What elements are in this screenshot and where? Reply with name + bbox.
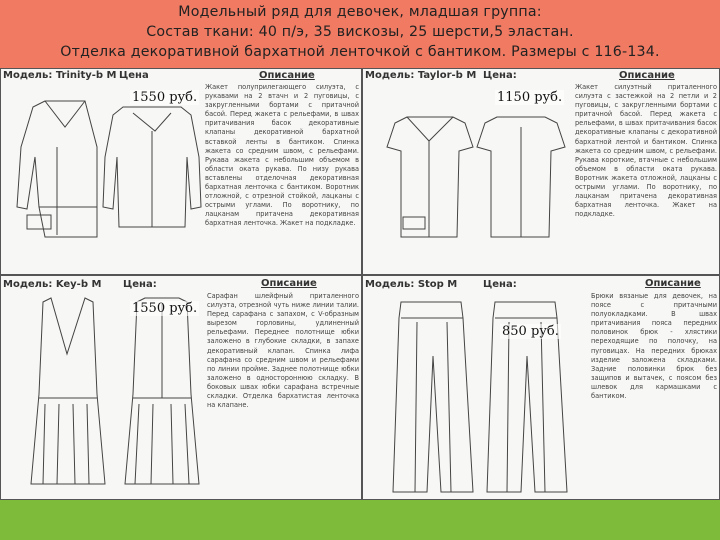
model-label: Модель: Trinity-b M bbox=[3, 70, 117, 81]
footer-bar bbox=[0, 500, 720, 540]
model-description: Жакет силуэтный приталенного силуэта с застежкой на 2 петли и 2 пуговицы, с закругленными бортами с притачной басой. Перед жакета с рельефами, в швах притачивания басок декоративные клапаны с декоративной бархатной лентой и бантиком. Спинка жакета со средним швом, с рельефами. Рукава короткие, втачные с небольшим объемом в области оката рукава. Воротник жакета отложной, лацканы с острыми углами. По воротнику, по лацканам притачена декоративная бархатная ленточка. Жакет на подкладке. bbox=[575, 83, 717, 219]
model-name: Trinity-b M bbox=[55, 70, 117, 81]
model-label: Модель: Stop M bbox=[365, 279, 458, 290]
model-name: Stop M bbox=[417, 279, 458, 290]
description-title: Описание bbox=[259, 70, 315, 81]
header-line-1: Модельный ряд для девочек, младшая группа: bbox=[178, 4, 542, 20]
jacket-sketch-trinity bbox=[5, 87, 205, 273]
model-label: Модель: Key-b M bbox=[3, 279, 102, 290]
header-line-2: Состав ткани: 40 п/э, 35 вискозы, 25 шерсти,5 эластан. bbox=[146, 24, 574, 40]
description-title: Описание bbox=[261, 278, 317, 289]
dress-sketch-key bbox=[5, 294, 205, 494]
header-banner bbox=[0, 0, 720, 68]
price-key: 1550 руб. bbox=[132, 301, 198, 316]
price-stop: 850 руб. bbox=[502, 324, 559, 339]
model-panel-stop bbox=[362, 275, 720, 500]
header-line-3: Отделка декоративной бархатной ленточкой с бантиком. Размеры с 116-134. bbox=[60, 44, 660, 60]
price-taylor: 1150 руб. bbox=[497, 90, 563, 105]
model-description: Жакет полуприлегающего силуэта, с рукавами на 2 втачн и 2 пуговицы, с закругленными бортами с притачной басой. Перед жакета с рельефами, в швах притачивания басок декоративные клапаны декоративной бархатной вставкой ленты в бантиком. Спинка жакета со средним швом, с рельефами. Рукава жакета с небольшим объемом в области оката рукава. По низу рукава вставлены отделочная декоративная бархатная ленточка с бантиком. Воротник отложной, с отрезной стойкой, лацканы с острыми углами. По воротнику, по лацканам притачена декоративная бархатная ленточка. Жакет на подкладке. bbox=[205, 83, 359, 228]
model-description: Брюки вязаные для девочек, на поясе с притачными полуокладками. В швах притачивания пояса передних половинок брюк - хлястики переходящие по полочку, на пуговицах. На передних брюках изделие заложена складками. Задние половинки брюк без защипов и вытачек, с поясом без шлевок для кармашками с бантиком. bbox=[591, 292, 717, 401]
price-label: Цена bbox=[119, 70, 149, 81]
price-trinity: 1550 руб. bbox=[132, 90, 198, 105]
model-label: Модель: Taylor-b M bbox=[365, 70, 477, 81]
description-title: Описание bbox=[619, 70, 675, 81]
price-label: Цена: bbox=[483, 279, 517, 290]
jacket-sketch-taylor bbox=[367, 87, 573, 273]
price-label: Цена: bbox=[483, 70, 517, 81]
model-name: Taylor-b M bbox=[417, 70, 477, 81]
price-label: Цена: bbox=[123, 279, 157, 290]
description-title: Описание bbox=[645, 278, 701, 289]
model-description: Сарафан шлейфный приталенного силуэта, отрезной чуть ниже линии талии. Перед сарафана с запахом, с V-образным вырезом горловины, удлиненный рельефами. Переднее полотнище юбки заложено в глубокие складки, в запахе декоративный клапан. Спинка лифа сарафана со средним швом и рельефами по линии пройме. Заднее полотнище юбки заложено в одностороннюю складку. В боковых швах юбки сарафана встречные складки. Отделка бархатистая ленточка на клапане. bbox=[207, 292, 359, 410]
model-name: Key-b M bbox=[55, 279, 102, 290]
catalog-sheet bbox=[0, 68, 720, 500]
